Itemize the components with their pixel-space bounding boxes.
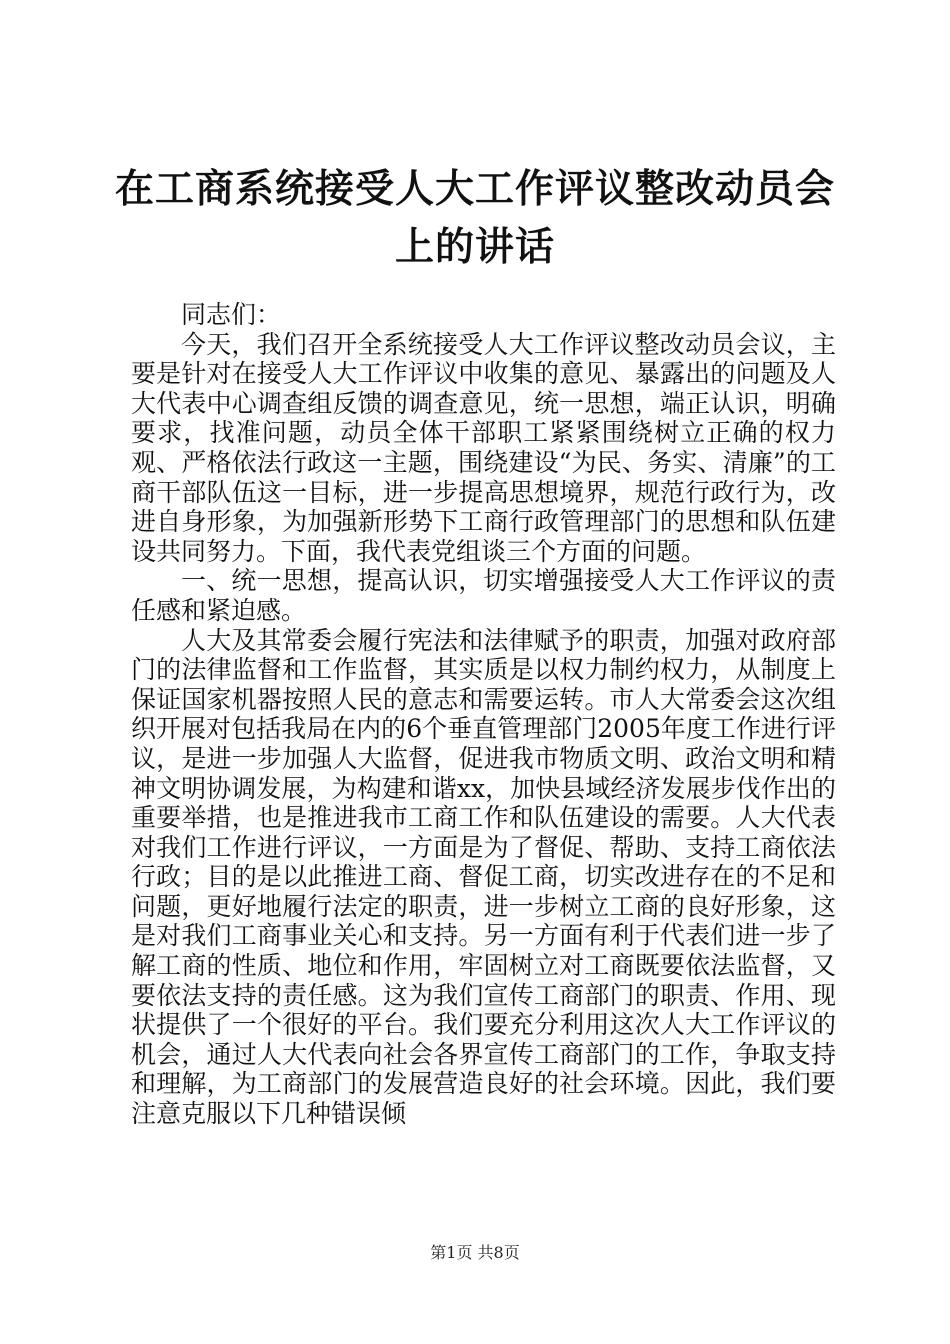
document-body [131, 300, 836, 1129]
paragraph: 人大及其常委会履行宪法和法律赋予的职责，加强对政府部门的法律监督和工作监督，其实质是以权力制约权力，从制度上保证国家机器按照人民的意志和需要运转。市人大常委会这次组织开展对包括我局在内的6个垂直管理部门2005年度工作进行评议，是进一步加强人大监督，促进我市物质文明、政治文明和精神文明协调发展，为构建和谐xx，加快县域经济发展步伐作出的重要举措，也是推进我市工商工作和队伍建设的需要。人大代表对我们工作进行评议，一方面是为了督促、帮助、支持工商依法行政；目的是以此推进工商、督促工商，切实改进存在的不足和问题，更好地履行法定的职责，进一步树立工商的良好形象，这是对我们工商事业关心和支持。另一方面有利于代表们进一步了解工商的性质、地位和作用，牢固树立对工商既要依法监督，又要依法支持的责任感。这为我们宣传工商部门的职责、作用、现状提供了一个很好的平台。我们要充分利用这次人大工作评议的机会，通过人大代表向社会各界宣传工商部门的工作，争取支持和理解，为工商部门的发展营造良好的社会环境。因此，我们要注意克服以下几种错误倾 [131, 625, 836, 1129]
section-heading: 一、统一思想，提高认识，切实增强接受人大工作评议的责任感和紧迫感。 [131, 566, 836, 625]
page-number: 第1页 共8页 [430, 1243, 520, 1262]
paragraph: 今天，我们召开全系统接受人大工作评议整改动员会议，主要是针对在接受人大工作评议中收集的意见、暴露出的问题及人大代表中心调查组反馈的调查意见，统一思想，端正认识，明确要求，找准问题，动员全体干部职工紧紧围绕树立正确的权力观、严格依法行政这一主题，围绕建设“为民、务实、清廉”的工商干部队伍这一目标，进一步提高思想境界，规范行政行为，改进自身形象，为加强新形势下工商行政管理部门的思想和队伍建设共同努力。下面，我代表党组谈三个方面的问题。 [131, 329, 836, 566]
salutation: 同志们： [181, 300, 282, 329]
document-title: 在工商系统接受人大工作评议整改动员会上的讲话 [114, 166, 835, 270]
